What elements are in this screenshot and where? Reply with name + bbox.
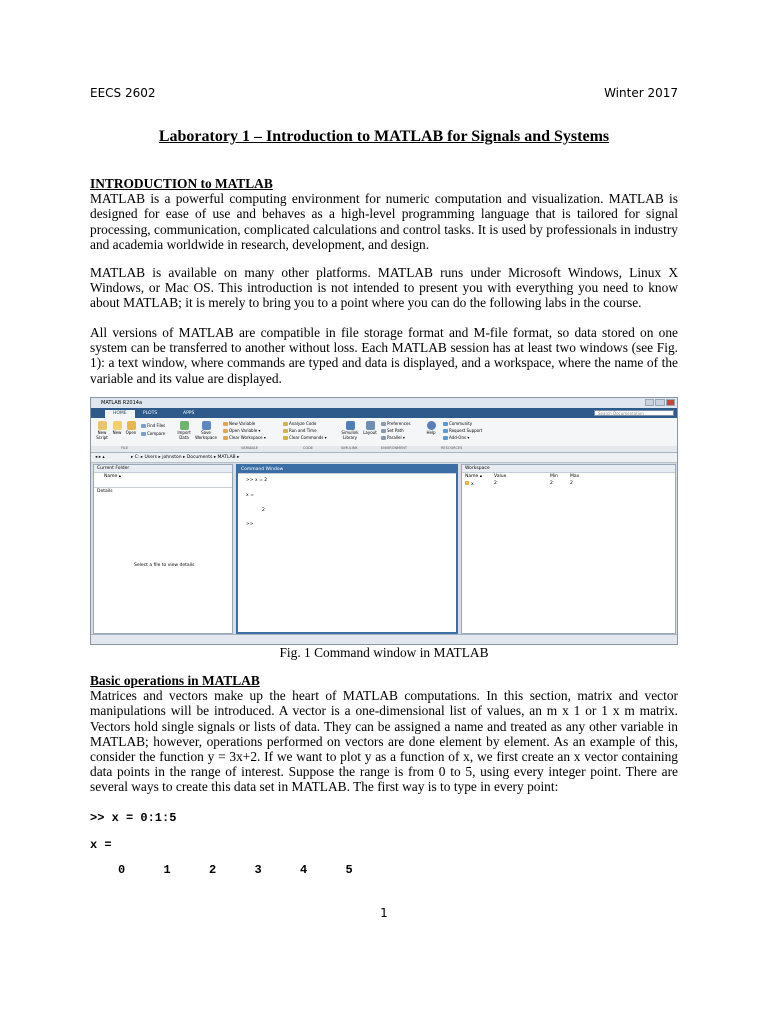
ws-col-name: Name ▴ (465, 474, 482, 479)
matlab-screenshot (90, 397, 678, 645)
value-1: 1 (163, 863, 171, 877)
ws-row-min: 2 (550, 481, 553, 486)
cmd-line-1: >> x = 2 (246, 478, 268, 483)
new-script-button: New Script (95, 421, 109, 440)
simulink-library-button: Simulink Library (341, 421, 359, 440)
basic-ops-paragraph: Matrices and vectors make up the heart of MATLAB computations. In this section, matrix and vector manipulations will be introduced. A vector is a one-dimensional list of values, an m x 1 or 1 x m matrix. Vectors hold single signals or lists of data. They can be assigned a name and treated as any other variable in MATLAB; however, operations performed on vectors are done element by element. As an example of this, consider the function y = 3x+2. If we want to plot y as a function of x, we first create an x vector containing data points in the range of interest. Suppose the range is from 0 to 5, using every integer point. There are several ways to create this data set in MATLAB. The first way is to type in every point: (90, 688, 678, 795)
ws-col-max: Max (570, 474, 580, 479)
page-title: Laboratory 1 – Introduction to MATLAB for Signals and Systems (158, 128, 610, 145)
ribbon-section-labels: FILE VARIABLE CODE SIMULINK ENVIRONMENT RESOURCES (91, 446, 677, 452)
ws-row-max: 2 (570, 481, 573, 486)
tab-home: HOME (105, 410, 135, 418)
matlab-window-title: MATLAB R2014a (101, 400, 143, 406)
workspace-title: Workspace (462, 465, 675, 473)
command-window-title: Command Window (238, 466, 456, 474)
figure-caption: Fig. 1 Command window in MATLAB (279, 645, 489, 660)
tab-plots: PLOTS (143, 411, 158, 416)
intro-paragraph-1: MATLAB is a powerful computing environment for numeric computation and visualization. MATLAB is designed for ease of use and behaves as a high-level programming language that is tailored for signal processing, communication, complicated calculations and control tasks. It is used by professionals in industry and academia worldwide in research, development, and design. (90, 191, 678, 252)
value-2: 2 (209, 863, 217, 877)
window-buttons (645, 399, 675, 406)
search-documentation: Search Documentation (594, 410, 674, 416)
ws-col-value: Value (494, 474, 507, 479)
details-label: Details (97, 489, 113, 494)
new-variable: New Variable (223, 421, 255, 426)
help-button: Help (425, 421, 437, 436)
find-files: Find Files (141, 423, 165, 428)
intro-paragraph-3: All versions of MATLAB are compatible in file storage format and M-file format, so data stored on one system can be transferred to another without loss. Each MATLAB session has at least two windows (see Fig. 1): a text window, where commands are typed and data is displayed, and a workspace, where the name of the variable and its value are displayed. (90, 325, 678, 386)
basic-ops-heading: Basic operations in MATLAB (90, 673, 260, 688)
page-number: 1 (380, 906, 388, 920)
community: Community (443, 421, 472, 426)
compare: Compare (141, 431, 165, 436)
cmd-line-2: x = (246, 493, 254, 498)
value-4: 4 (300, 863, 308, 877)
value-0: 0 (118, 863, 126, 877)
layout-button: Layout (363, 421, 377, 436)
current-folder-pane (93, 464, 233, 634)
folder-col-name: Name ▴ (104, 474, 121, 479)
matlab-title-bar (91, 398, 677, 408)
cmd-prompt: >> (246, 522, 254, 527)
intro-paragraph-2: MATLAB is available on many other platforms. MATLAB runs under Microsoft Windows, Linux X Windows, or Mac OS. This introduction is not intended to present you with everything you need to know about MATLAB; it is merely to bring you to a point where you can do the following labs in the course. (90, 265, 678, 311)
address-bar (91, 453, 677, 463)
save-workspace-button: Save Workspace (195, 421, 217, 440)
request-support: Request Support (443, 428, 482, 433)
preferences: Preferences (381, 421, 411, 426)
clear-workspace: Clear Workspace ▾ (223, 435, 266, 440)
command-window-pane (236, 464, 458, 634)
open-variable: Open Variable ▾ (223, 428, 260, 433)
term: Winter 2017 (604, 86, 678, 100)
clear-commands: Clear Commands ▾ (283, 435, 327, 440)
basic-ops-section (90, 673, 678, 795)
parallel: Parallel ▾ (381, 435, 405, 440)
import-data-button: Import Data (177, 421, 191, 440)
tab-apps: APPS (183, 411, 195, 416)
details-empty-message: Select a file to view details (134, 563, 195, 568)
code-values (118, 863, 391, 877)
status-bar (91, 634, 677, 644)
intro-section (90, 176, 678, 252)
current-folder-title: Current Folder (94, 465, 232, 473)
run-and-time: Run and Time (283, 428, 317, 433)
open-button: Open (125, 421, 137, 436)
add-ons: Add-Ons ▾ (443, 435, 469, 440)
new-button: New (111, 421, 123, 436)
intro-heading: INTRODUCTION to MATLAB (90, 176, 273, 191)
value-5: 5 (345, 863, 353, 877)
nav-arrows-icon: ◂ ▸ ▴ (95, 455, 105, 460)
cmd-line-3: 2 (262, 508, 265, 513)
workspace-pane (461, 464, 676, 634)
value-3: 3 (254, 863, 262, 877)
code-variable: x = (90, 838, 112, 852)
course-code: EECS 2602 (90, 86, 156, 100)
address-path: ▸ C: ▸ Users ▸ johnston ▸ Documents ▸ MATLAB ▸ (131, 455, 240, 460)
analyze-code: Analyze Code (283, 421, 316, 426)
ws-row-value: 2 (494, 481, 497, 486)
set-path: Set Path (381, 428, 404, 433)
code-command: >> x = 0:1:5 (90, 811, 177, 825)
ribbon-tabs (91, 408, 677, 418)
variable-icon (465, 481, 469, 485)
ws-row-name: x (465, 481, 474, 487)
ws-col-min: Min (550, 474, 558, 479)
